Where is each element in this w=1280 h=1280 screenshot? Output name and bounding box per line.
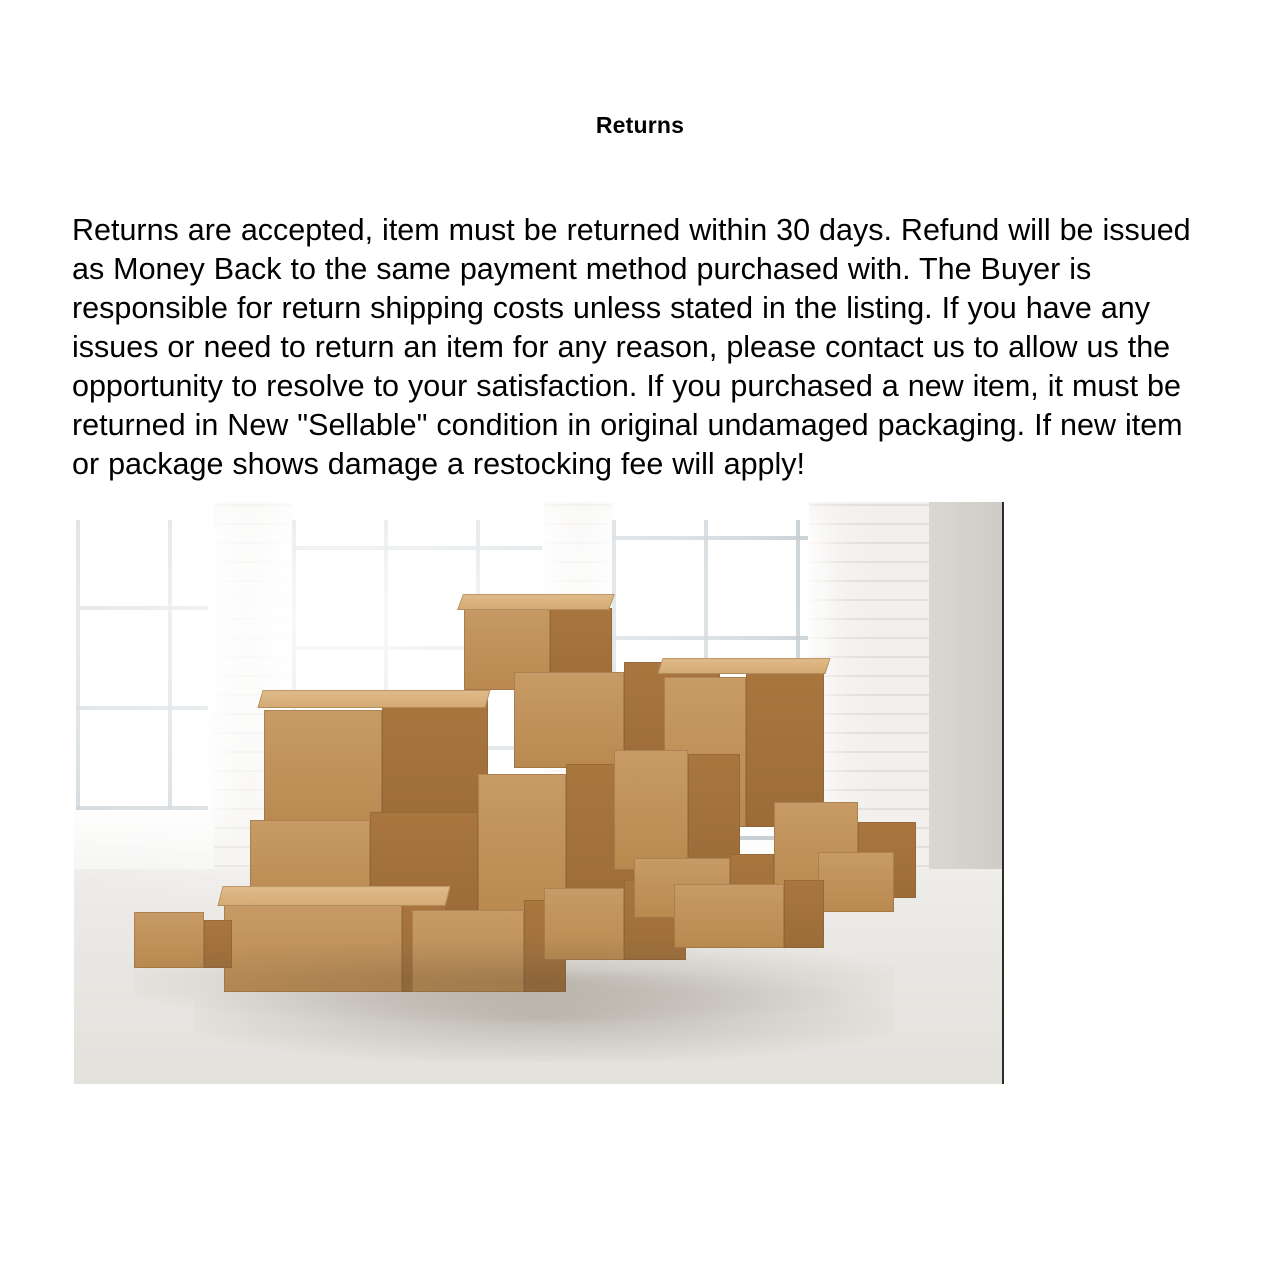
window	[76, 520, 208, 810]
boxes-photo	[74, 502, 1004, 1084]
cardboard-box	[784, 880, 824, 948]
cardboard-box	[224, 904, 402, 992]
cardboard-box	[204, 920, 232, 968]
cardboard-box-flap	[218, 886, 451, 906]
cardboard-box	[674, 884, 784, 948]
page-title: Returns	[595, 112, 685, 138]
cardboard-box	[818, 852, 894, 912]
cardboard-box	[614, 750, 688, 870]
cardboard-box	[412, 910, 524, 992]
cardboard-box	[514, 672, 624, 768]
photo-scene	[74, 502, 1002, 1084]
cardboard-box-flap	[657, 658, 830, 674]
cardboard-box	[264, 710, 382, 830]
cardboard-box	[544, 888, 624, 960]
cardboard-box	[382, 698, 488, 830]
cardboard-box-flap	[257, 690, 490, 708]
cardboard-box	[134, 912, 204, 968]
returns-policy-text: Returns are accepted, item must be returned within 30 days. Refund will be issued as Money Back to the same payment method purchased with. The Buyer is responsible for return shipping costs unless stated in the listing. If you have any issues or need to return an item for any reason, please contact us to allow us the opportunity to resolve to your satisfaction. If you purchased a new item, it must be returned in New "Sellable" condition in original undamaged packaging. If new item or package shows damage a restocking fee will apply!	[72, 212, 1191, 481]
cardboard-box-flap	[457, 594, 615, 610]
cardboard-box	[688, 754, 740, 870]
